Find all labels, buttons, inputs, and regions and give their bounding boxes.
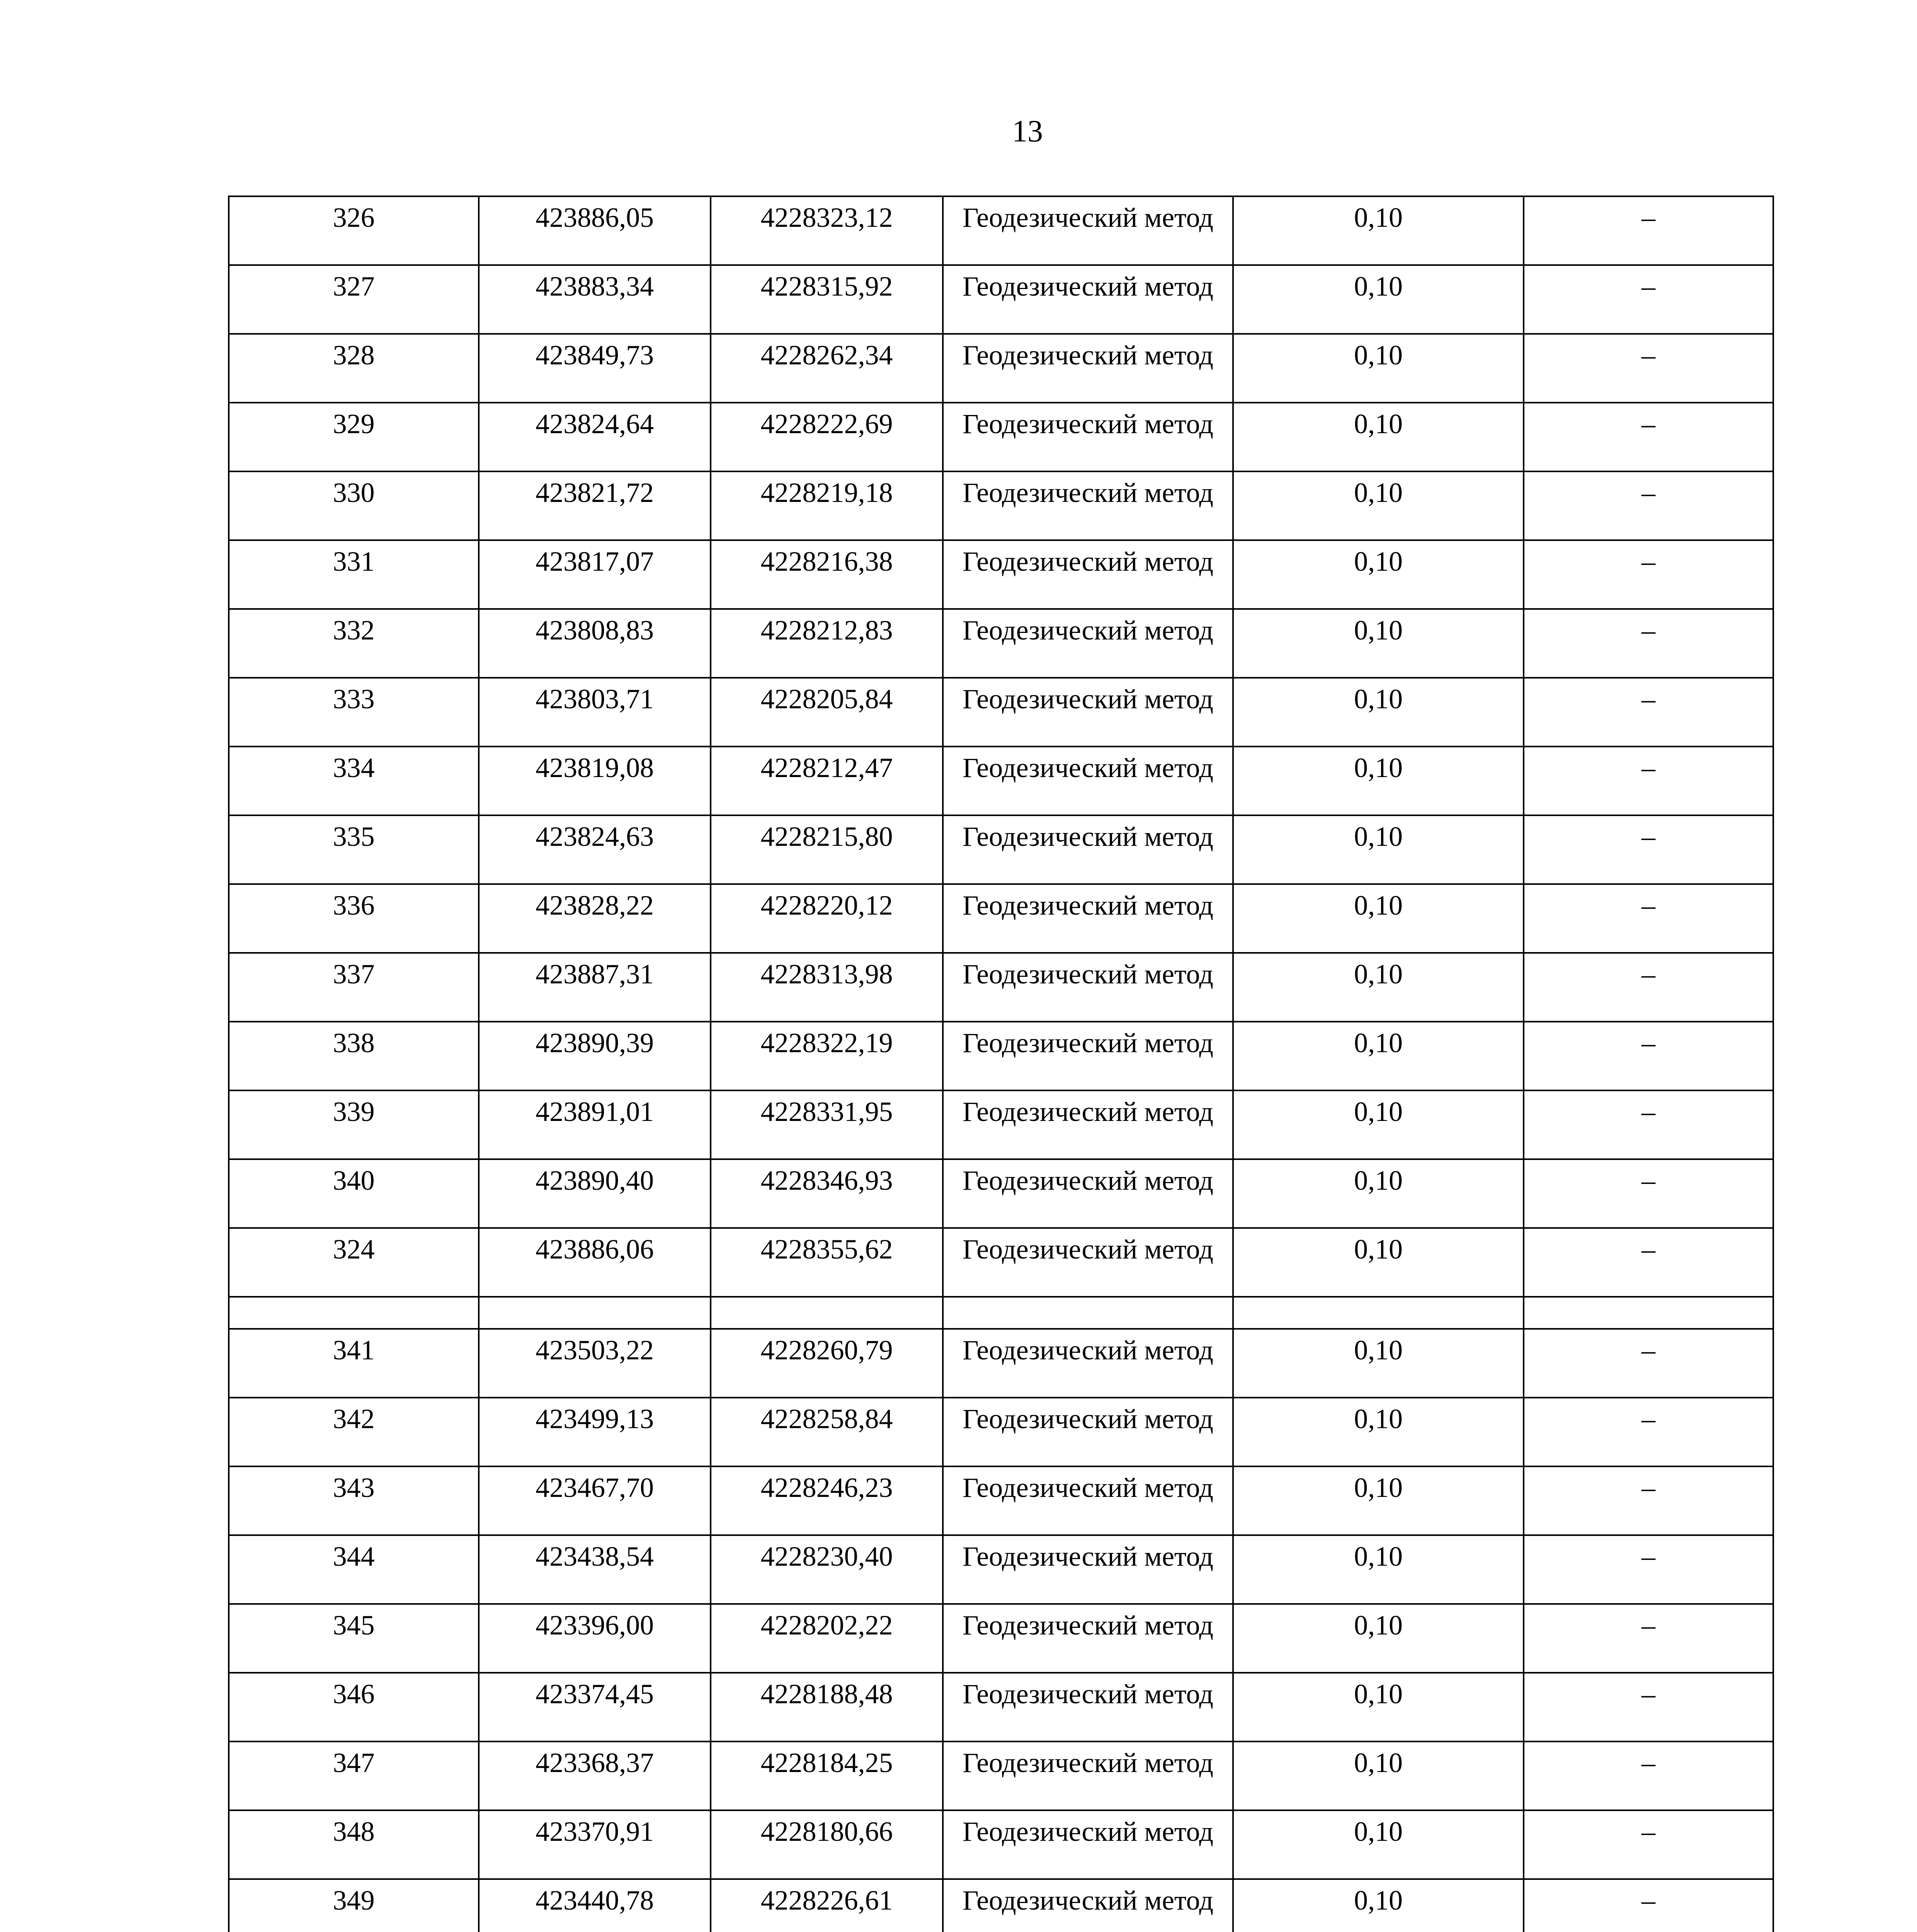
table-row: [229, 1329, 1773, 1398]
method-cell: Геодезический метод: [943, 1742, 1233, 1810]
table-row: [229, 1022, 1773, 1090]
point-number-cell: 349: [229, 1879, 479, 1932]
x-coordinate-cell: 423890,40: [479, 1159, 711, 1228]
empty-cell: [479, 1297, 711, 1329]
x-coordinate-cell: 423817,07: [479, 540, 711, 609]
x-coordinate-cell: 423368,37: [479, 1742, 711, 1810]
y-coordinate-cell: 4228220,12: [711, 884, 943, 953]
x-coordinate-cell: 423467,70: [479, 1466, 711, 1535]
method-cell: Геодезический метод: [943, 1673, 1233, 1742]
x-coordinate-cell: 423808,83: [479, 609, 711, 678]
point-number-cell: 327: [229, 265, 479, 334]
point-number-cell: 341: [229, 1329, 479, 1398]
method-cell: Геодезический метод: [943, 1022, 1233, 1090]
y-coordinate-cell: 4228262,34: [711, 334, 943, 403]
accuracy-cell: 0,10: [1233, 747, 1524, 815]
x-coordinate-cell: 423370,91: [479, 1810, 711, 1879]
x-coordinate-cell: 423821,72: [479, 471, 711, 540]
method-cell: Геодезический метод: [943, 609, 1233, 678]
y-coordinate-cell: 4228313,98: [711, 953, 943, 1022]
accuracy-cell: 0,10: [1233, 953, 1524, 1022]
note-cell: –: [1524, 1466, 1773, 1535]
note-cell: –: [1524, 334, 1773, 403]
y-coordinate-cell: 4228205,84: [711, 678, 943, 747]
accuracy-cell: 0,10: [1233, 403, 1524, 471]
accuracy-cell: 0,10: [1233, 1159, 1524, 1228]
note-cell: –: [1524, 609, 1773, 678]
y-coordinate-cell: 4228260,79: [711, 1329, 943, 1398]
accuracy-cell: 0,10: [1233, 334, 1524, 403]
point-number-cell: 324: [229, 1228, 479, 1297]
y-coordinate-cell: 4228226,61: [711, 1879, 943, 1932]
accuracy-cell: 0,10: [1233, 678, 1524, 747]
note-cell: –: [1524, 196, 1773, 265]
y-coordinate-cell: 4228215,80: [711, 815, 943, 884]
note-cell: –: [1524, 1742, 1773, 1810]
y-coordinate-cell: 4228230,40: [711, 1535, 943, 1604]
x-coordinate-cell: 423849,73: [479, 334, 711, 403]
empty-cell: [711, 1297, 943, 1329]
note-cell: –: [1524, 1329, 1773, 1398]
x-coordinate-cell: 423499,13: [479, 1398, 711, 1466]
table-row: [229, 265, 1773, 334]
x-coordinate-cell: 423883,34: [479, 265, 711, 334]
accuracy-cell: 0,10: [1233, 1742, 1524, 1810]
accuracy-cell: 0,10: [1233, 1228, 1524, 1297]
point-number-cell: 336: [229, 884, 479, 953]
table-row: [229, 1398, 1773, 1466]
note-cell: –: [1524, 403, 1773, 471]
note-cell: –: [1524, 1535, 1773, 1604]
point-number-cell: 340: [229, 1159, 479, 1228]
point-number-cell: 343: [229, 1466, 479, 1535]
method-cell: Геодезический метод: [943, 471, 1233, 540]
empty-cell: [1524, 1297, 1773, 1329]
table-row: [229, 747, 1773, 815]
x-coordinate-cell: 423438,54: [479, 1535, 711, 1604]
point-number-cell: 348: [229, 1810, 479, 1879]
accuracy-cell: 0,10: [1233, 1329, 1524, 1398]
y-coordinate-cell: 4228323,12: [711, 196, 943, 265]
table-row: [229, 609, 1773, 678]
y-coordinate-cell: 4228355,62: [711, 1228, 943, 1297]
table-row: [229, 678, 1773, 747]
note-cell: –: [1524, 1604, 1773, 1673]
x-coordinate-cell: 423891,01: [479, 1090, 711, 1159]
y-coordinate-cell: 4228258,84: [711, 1398, 943, 1466]
table-row: [229, 1090, 1773, 1159]
table-row: [229, 1810, 1773, 1879]
table-row: [229, 953, 1773, 1022]
method-cell: Геодезический метод: [943, 1228, 1233, 1297]
x-coordinate-cell: 423440,78: [479, 1879, 711, 1932]
method-cell: Геодезический метод: [943, 815, 1233, 884]
note-cell: –: [1524, 678, 1773, 747]
method-cell: Геодезический метод: [943, 1879, 1233, 1932]
note-cell: –: [1524, 265, 1773, 334]
method-cell: Геодезический метод: [943, 265, 1233, 334]
y-coordinate-cell: 4228216,38: [711, 540, 943, 609]
point-number-cell: 335: [229, 815, 479, 884]
method-cell: Геодезический метод: [943, 747, 1233, 815]
method-cell: Геодезический метод: [943, 540, 1233, 609]
y-coordinate-cell: 4228222,69: [711, 403, 943, 471]
y-coordinate-cell: 4228212,83: [711, 609, 943, 678]
y-coordinate-cell: 4228219,18: [711, 471, 943, 540]
x-coordinate-cell: 423396,00: [479, 1604, 711, 1673]
method-cell: Геодезический метод: [943, 1466, 1233, 1535]
point-number-cell: 329: [229, 403, 479, 471]
coordinates-table: [228, 196, 1774, 1932]
point-number-cell: 339: [229, 1090, 479, 1159]
x-coordinate-cell: 423819,08: [479, 747, 711, 815]
accuracy-cell: 0,10: [1233, 540, 1524, 609]
y-coordinate-cell: 4228246,23: [711, 1466, 943, 1535]
accuracy-cell: 0,10: [1233, 265, 1524, 334]
method-cell: Геодезический метод: [943, 884, 1233, 953]
x-coordinate-cell: 423803,71: [479, 678, 711, 747]
x-coordinate-cell: 423886,05: [479, 196, 711, 265]
accuracy-cell: 0,10: [1233, 1879, 1524, 1932]
separator-row: [229, 1297, 1773, 1329]
table-row: [229, 1604, 1773, 1673]
x-coordinate-cell: 423828,22: [479, 884, 711, 953]
point-number-cell: 333: [229, 678, 479, 747]
x-coordinate-cell: 423503,22: [479, 1329, 711, 1398]
table-row: [229, 1879, 1773, 1932]
point-number-cell: 330: [229, 471, 479, 540]
accuracy-cell: 0,10: [1233, 1810, 1524, 1879]
y-coordinate-cell: 4228180,66: [711, 1810, 943, 1879]
note-cell: –: [1524, 1159, 1773, 1228]
y-coordinate-cell: 4228188,48: [711, 1673, 943, 1742]
table-row: [229, 403, 1773, 471]
table-row: [229, 1742, 1773, 1810]
y-coordinate-cell: 4228184,25: [711, 1742, 943, 1810]
note-cell: –: [1524, 1879, 1773, 1932]
y-coordinate-cell: 4228202,22: [711, 1604, 943, 1673]
point-number-cell: 338: [229, 1022, 479, 1090]
table-row: [229, 540, 1773, 609]
point-number-cell: 326: [229, 196, 479, 265]
method-cell: Геодезический метод: [943, 1090, 1233, 1159]
method-cell: Геодезический метод: [943, 1159, 1233, 1228]
point-number-cell: 337: [229, 953, 479, 1022]
table-row: [229, 815, 1773, 884]
x-coordinate-cell: 423890,39: [479, 1022, 711, 1090]
table-row: [229, 196, 1773, 265]
accuracy-cell: 0,10: [1233, 1604, 1524, 1673]
accuracy-cell: 0,10: [1233, 1673, 1524, 1742]
y-coordinate-cell: 4228346,93: [711, 1159, 943, 1228]
note-cell: –: [1524, 1228, 1773, 1297]
note-cell: –: [1524, 747, 1773, 815]
table-row: [229, 884, 1773, 953]
point-number-cell: 328: [229, 334, 479, 403]
accuracy-cell: 0,10: [1233, 1090, 1524, 1159]
note-cell: –: [1524, 953, 1773, 1022]
point-number-cell: 346: [229, 1673, 479, 1742]
page-number: 13: [1012, 114, 1043, 148]
point-number-cell: 347: [229, 1742, 479, 1810]
note-cell: –: [1524, 884, 1773, 953]
x-coordinate-cell: 423887,31: [479, 953, 711, 1022]
accuracy-cell: 0,10: [1233, 1398, 1524, 1466]
note-cell: –: [1524, 1673, 1773, 1742]
table-row: [229, 1228, 1773, 1297]
method-cell: Геодезический метод: [943, 403, 1233, 471]
y-coordinate-cell: 4228331,95: [711, 1090, 943, 1159]
note-cell: –: [1524, 540, 1773, 609]
accuracy-cell: 0,10: [1233, 471, 1524, 540]
x-coordinate-cell: 423374,45: [479, 1673, 711, 1742]
note-cell: –: [1524, 1090, 1773, 1159]
note-cell: –: [1524, 471, 1773, 540]
method-cell: Геодезический метод: [943, 1810, 1233, 1879]
y-coordinate-cell: 4228212,47: [711, 747, 943, 815]
table-row: [229, 1535, 1773, 1604]
method-cell: Геодезический метод: [943, 678, 1233, 747]
table-row: [229, 1673, 1773, 1742]
method-cell: Геодезический метод: [943, 1535, 1233, 1604]
accuracy-cell: 0,10: [1233, 884, 1524, 953]
note-cell: –: [1524, 815, 1773, 884]
accuracy-cell: 0,10: [1233, 1466, 1524, 1535]
x-coordinate-cell: 423886,06: [479, 1228, 711, 1297]
method-cell: Геодезический метод: [943, 334, 1233, 403]
point-number-cell: 332: [229, 609, 479, 678]
table-row: [229, 471, 1773, 540]
point-number-cell: 345: [229, 1604, 479, 1673]
accuracy-cell: 0,10: [1233, 609, 1524, 678]
empty-cell: [229, 1297, 479, 1329]
empty-cell: [943, 1297, 1233, 1329]
method-cell: Геодезический метод: [943, 1398, 1233, 1466]
y-coordinate-cell: 4228322,19: [711, 1022, 943, 1090]
coordinates-table-body: [229, 196, 1773, 1932]
method-cell: Геодезический метод: [943, 196, 1233, 265]
empty-cell: [1233, 1297, 1524, 1329]
accuracy-cell: 0,10: [1233, 196, 1524, 265]
method-cell: Геодезический метод: [943, 1604, 1233, 1673]
note-cell: –: [1524, 1810, 1773, 1879]
note-cell: –: [1524, 1022, 1773, 1090]
x-coordinate-cell: 423824,64: [479, 403, 711, 471]
table-row: [229, 334, 1773, 403]
accuracy-cell: 0,10: [1233, 1022, 1524, 1090]
accuracy-cell: 0,10: [1233, 815, 1524, 884]
x-coordinate-cell: 423824,63: [479, 815, 711, 884]
point-number-cell: 342: [229, 1398, 479, 1466]
method-cell: Геодезический метод: [943, 1329, 1233, 1398]
point-number-cell: 331: [229, 540, 479, 609]
note-cell: –: [1524, 1398, 1773, 1466]
y-coordinate-cell: 4228315,92: [711, 265, 943, 334]
method-cell: Геодезический метод: [943, 953, 1233, 1022]
table-row: [229, 1159, 1773, 1228]
point-number-cell: 334: [229, 747, 479, 815]
point-number-cell: 344: [229, 1535, 479, 1604]
table-row: [229, 1466, 1773, 1535]
accuracy-cell: 0,10: [1233, 1535, 1524, 1604]
